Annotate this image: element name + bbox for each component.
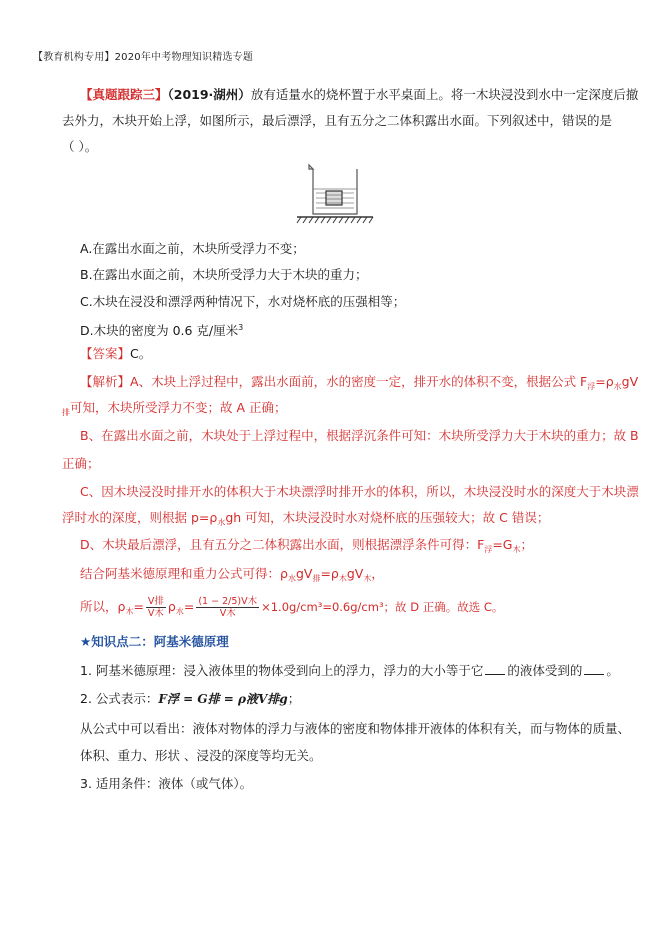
question-line-3: （ ）。 — [62, 139, 98, 154]
analysis-e1-a: 结合阿基米德原理和重力公式可得：ρ — [80, 566, 288, 581]
fraction-1-den: V木 — [147, 608, 164, 619]
analysis-line-b2: 正确； — [62, 456, 100, 471]
fraction-v-ratio — [146, 596, 166, 619]
answer-value: C。 — [130, 346, 152, 361]
fraction-2-num: (1 − 2/5)V木 — [198, 596, 258, 607]
option-d-text: D.木块的密度为 0.6 克/厘米 — [80, 323, 239, 338]
analysis-a2-text: 可知，木块所受浮力不变；故 A 正确； — [70, 400, 287, 415]
analysis-f-s1: 木 — [125, 607, 134, 616]
analysis-a2-sub: 排 — [62, 408, 70, 417]
analysis-d1-sub1: 浮 — [484, 545, 493, 554]
wood-block — [326, 191, 342, 205]
analysis-line-f — [80, 594, 503, 625]
option-d-sup: 3 — [238, 323, 244, 332]
analysis-d1-eq: =G — [492, 537, 513, 552]
item-1-text-c: 。 — [606, 663, 619, 678]
analysis-d1-sub2: 木 — [512, 545, 521, 554]
analysis-e1-e: ， — [371, 566, 384, 581]
section-item-2 — [80, 691, 300, 707]
analysis-f-s2: 水 — [175, 607, 184, 616]
answer-line — [80, 346, 151, 362]
analysis-line-b1: B、在露出水面之前，木块处于上浮过程中，根据浮沉条件可知：木块所受浮力大于木块的重力；故 B — [80, 428, 639, 443]
item-1-text-b: 的液体受到的 — [507, 663, 583, 678]
analysis-a1-g: gV — [621, 374, 639, 389]
question-line-1 — [80, 87, 638, 103]
analysis-c2-text-a: 浮时水的深度，则根据 p=ρ — [62, 510, 218, 525]
fraction-1-num: V排 — [147, 596, 164, 607]
buoyancy-formula: F浮 = G排 = ρ液V排g — [158, 692, 288, 706]
analysis-line-c2 — [62, 510, 549, 531]
beaker-icon — [309, 165, 357, 214]
analysis-f-rho: ρ — [167, 599, 176, 614]
analysis-f-lead: 所以，ρ — [80, 599, 126, 614]
analysis-label: 【解析】 — [80, 374, 131, 389]
fraction-volume — [196, 596, 259, 619]
item-1-text-a: 1. 阿基米德原理：浸入液体里的物体受到向上的浮力，浮力的大小等于它 — [80, 663, 484, 678]
analysis-a1-text: A、木块上浮过程中，露出水面前，水的密度一定，排开水的体积不变，根据公式 F — [130, 374, 588, 389]
answer-label: 【答案】 — [80, 346, 131, 361]
analysis-f-eq2: = — [183, 599, 195, 614]
analysis-e1-s1: 水 — [287, 574, 296, 583]
option-c: C.木块在浸没和漂浮两种情况下，水对烧杯底的压强相等； — [80, 294, 406, 309]
analysis-a1-sub2: 水 — [613, 382, 622, 391]
analysis-a1-sub1: 浮 — [587, 382, 596, 391]
analysis-line-d1 — [80, 537, 533, 558]
analysis-line-c1: C、因木块浸没时排开水的体积大于木块漂浮时排开水的体积，所以，木块浸没时水的深度大于木块漂 — [80, 484, 639, 499]
analysis-e1-d: gV — [346, 566, 364, 581]
beaker-diagram — [295, 163, 375, 229]
analysis-e1-s2: 排 — [312, 574, 321, 583]
analysis-line-a2 — [62, 400, 287, 421]
analysis-c2-text-b: gh 可知，木块浸没时水对烧杯底的压强较大；故 C 错误； — [225, 510, 550, 525]
analysis-line-a1 — [80, 374, 638, 395]
option-d — [80, 320, 243, 339]
item-2-end: ； — [287, 691, 301, 706]
analysis-line-e1 — [80, 566, 384, 587]
analysis-d1-text: D、木块最后漂浮，且有五分之二体积露出水面，则根据漂浮条件可得：F — [80, 537, 485, 552]
analysis-c2-sub: 水 — [217, 518, 226, 527]
question-source: （2019·湖州） — [167, 87, 251, 102]
fill-blank-1 — [485, 663, 505, 675]
section-paragraph-2: 体积、重力、形状 、浸没的深度等均无关。 — [80, 748, 322, 763]
analysis-e1-c: =ρ — [320, 566, 339, 581]
fill-blank-2 — [584, 663, 604, 675]
option-a: A.在露出水面之前，木块所受浮力不变； — [80, 241, 305, 256]
table-surface — [297, 217, 373, 223]
question-line-2: 去外力，木块开始上浮，如图所示，最后漂浮，且有五分之二体积露出水面。下列叙述中，错误的是 — [62, 113, 613, 128]
option-b: B.在露出水面之前，木块所受浮力大于木块的重力； — [80, 267, 368, 282]
section-title: ★知识点二：阿基米德原理 — [80, 634, 229, 649]
question-tag: 【真题跟踪三】 — [80, 87, 168, 102]
analysis-e1-s3: 木 — [338, 574, 347, 583]
analysis-a1-rho: =ρ — [595, 374, 614, 389]
question-text-1: 放有适量水的烧杯置于水平桌面上。将一木块浸没到水中一定深度后撤 — [250, 87, 639, 102]
analysis-f-eq1: = — [133, 599, 144, 614]
analysis-e1-s4: 木 — [363, 574, 372, 583]
item-2-label: 2. 公式表示： — [80, 691, 159, 706]
analysis-f-tail: ×1.0g/cm³=0.6g/cm³；故 D 正确。故选 C。 — [261, 600, 504, 614]
fraction-2-den: V木 — [219, 608, 236, 619]
analysis-e1-b: gV — [295, 566, 313, 581]
analysis-d1-end: ； — [520, 537, 534, 552]
section-item-1 — [80, 663, 619, 679]
section-item-3: 3. 适用条件：液体（或气体）。 — [80, 776, 253, 791]
section-paragraph-1: 从公式中可以看出：液体对物体的浮力与液体的密度和物体排开液体的体积有关，而与物体的质量、 — [80, 721, 631, 736]
document-header: 【教育机构专用】2020年中考物理知识精选专题 — [33, 52, 254, 63]
